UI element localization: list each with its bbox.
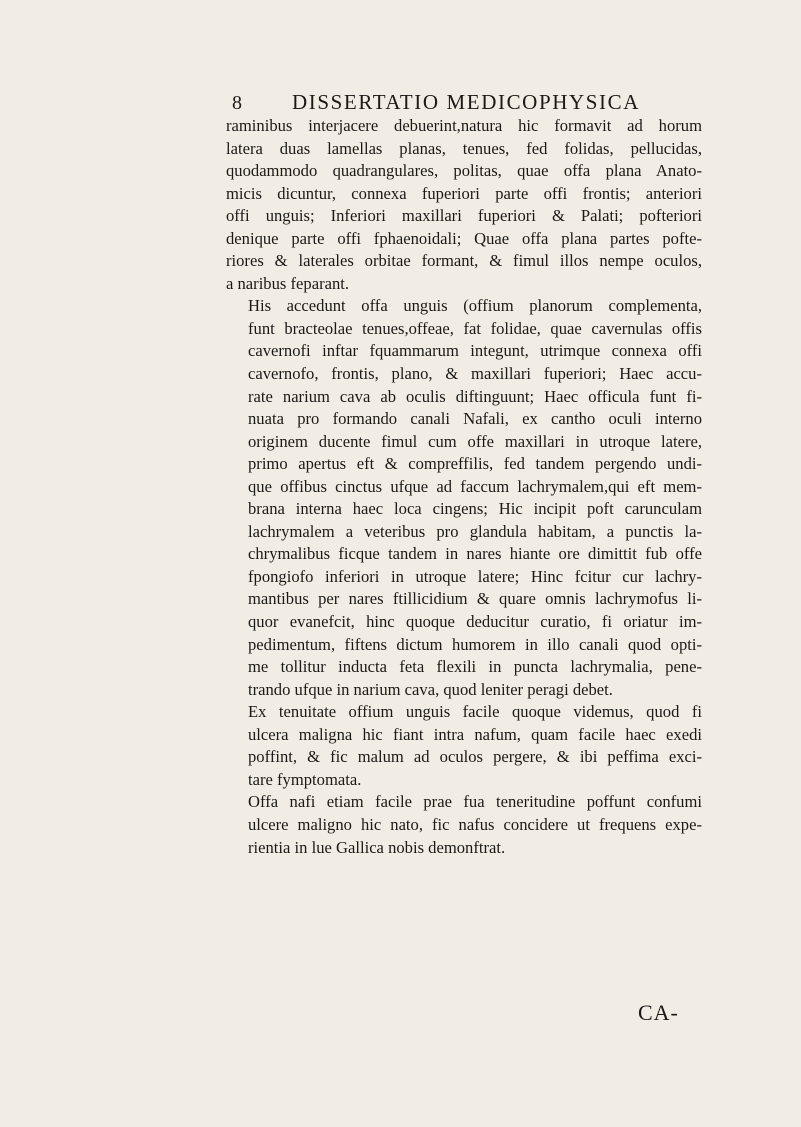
text-line: latera duas lamellas planas, tenues, fed folidas, pellucidas,: [226, 138, 702, 158]
text-line: tare fymptomata.: [248, 769, 362, 789]
text-line: riores & laterales orbitae formant, & fimul illos nempe oculos,: [226, 251, 702, 271]
text-line: fpongiofo inferiori in utroque latere; Hinc fcitur cur lachry-: [248, 566, 702, 586]
page-number: 8: [232, 92, 242, 114]
text-line: brana interna haec loca cingens; Hic incipit poft carunculam: [248, 499, 702, 519]
text-line: offi unguis; Inferiori maxillari fuperiori & Palati; pofteriori: [226, 206, 702, 226]
text-line: rientia in lue Gallica nobis demonftrat.: [248, 837, 506, 857]
paragraph: [226, 701, 702, 791]
running-header: [232, 90, 692, 116]
paragraph: [226, 295, 702, 701]
text-line: cavernofo, frontis, plano, & maxillari fuperiori; Haec accu-: [248, 364, 702, 384]
text-line: nuata pro formando canali Nafali, ex cantho oculi interno: [248, 409, 702, 429]
text-line: chrymalibus ficque tandem in nares hiante ore dimittit fub offe: [248, 544, 702, 564]
text-line: His accedunt offa unguis (offium planorum complementa,: [248, 296, 702, 316]
text-line: quor evanefcit, hinc quoque deducitur curatio, fi oriatur im-: [248, 612, 702, 632]
text-line: rate narium cava ab oculis diftinguunt; Haec officula funt fi-: [248, 386, 702, 406]
text-line: funt bracteolae tenues,offeae, fat folidae, quae cavernulas offis: [248, 318, 702, 338]
text-line: mantibus per nares ftillicidium & quare omnis lachrymofus li-: [248, 589, 702, 609]
text-line: ulcere maligno hic nato, fic nafus concidere ut frequens expe-: [248, 814, 702, 834]
text-line: cavernofi inftar fquammarum integunt, utrimque connexa offi: [248, 341, 702, 361]
text-line: raminibus interjacere debuerint,natura hic formavit ad horum: [226, 116, 702, 135]
text-line: primo apertus eft & compreffilis, fed tandem pergendo undi-: [248, 454, 702, 474]
text-line: denique parte offi fphaenoidali; Quae offa plana partes pofte-: [226, 228, 702, 248]
catchword: CA-: [638, 1000, 679, 1025]
paragraph: [226, 791, 702, 859]
paragraph: [226, 115, 702, 295]
text-line: quodammodo quadrangulares, politas, quae offa plana Anato-: [226, 161, 702, 181]
text-line: que offibus cinctus ufque ad faccum lachrymalem,qui eft mem-: [248, 476, 702, 496]
body-text: [226, 115, 702, 859]
text-line: ulcera maligna hic fiant intra nafum, quam facile haec exedi: [248, 724, 702, 744]
text-line: a naribus feparant.: [226, 273, 350, 293]
text-line: lachrymalem a veteribus pro glandula habitam, a punctis la-: [248, 521, 702, 541]
text-line: Offa nafi etiam facile prae fua teneritudine poffunt confumi: [248, 792, 702, 812]
text-line: trando ufque in narium cava, quod leniter peragi debet.: [248, 679, 613, 699]
text-line: poffint, & fic malum ad oculos pergere, & ibi peffima exci-: [248, 747, 702, 767]
text-line: pedimentum, fiftens dictum humorem in illo canali quod opti-: [248, 634, 702, 654]
running-title: DISSERTATIO MEDICOPHYSICA: [292, 90, 640, 114]
text-line: me tollitur inducta feta flexili in puncta lachrymalia, pene-: [248, 657, 702, 677]
text-line: Ex tenuitate offium unguis facile quoque videmus, quod fi: [248, 702, 702, 722]
text-line: originem ducente fimul cum offe maxillari in utroque latere,: [248, 431, 702, 451]
text-line: micis dicuntur, connexa fuperiori parte offi frontis; anteriori: [226, 183, 702, 203]
